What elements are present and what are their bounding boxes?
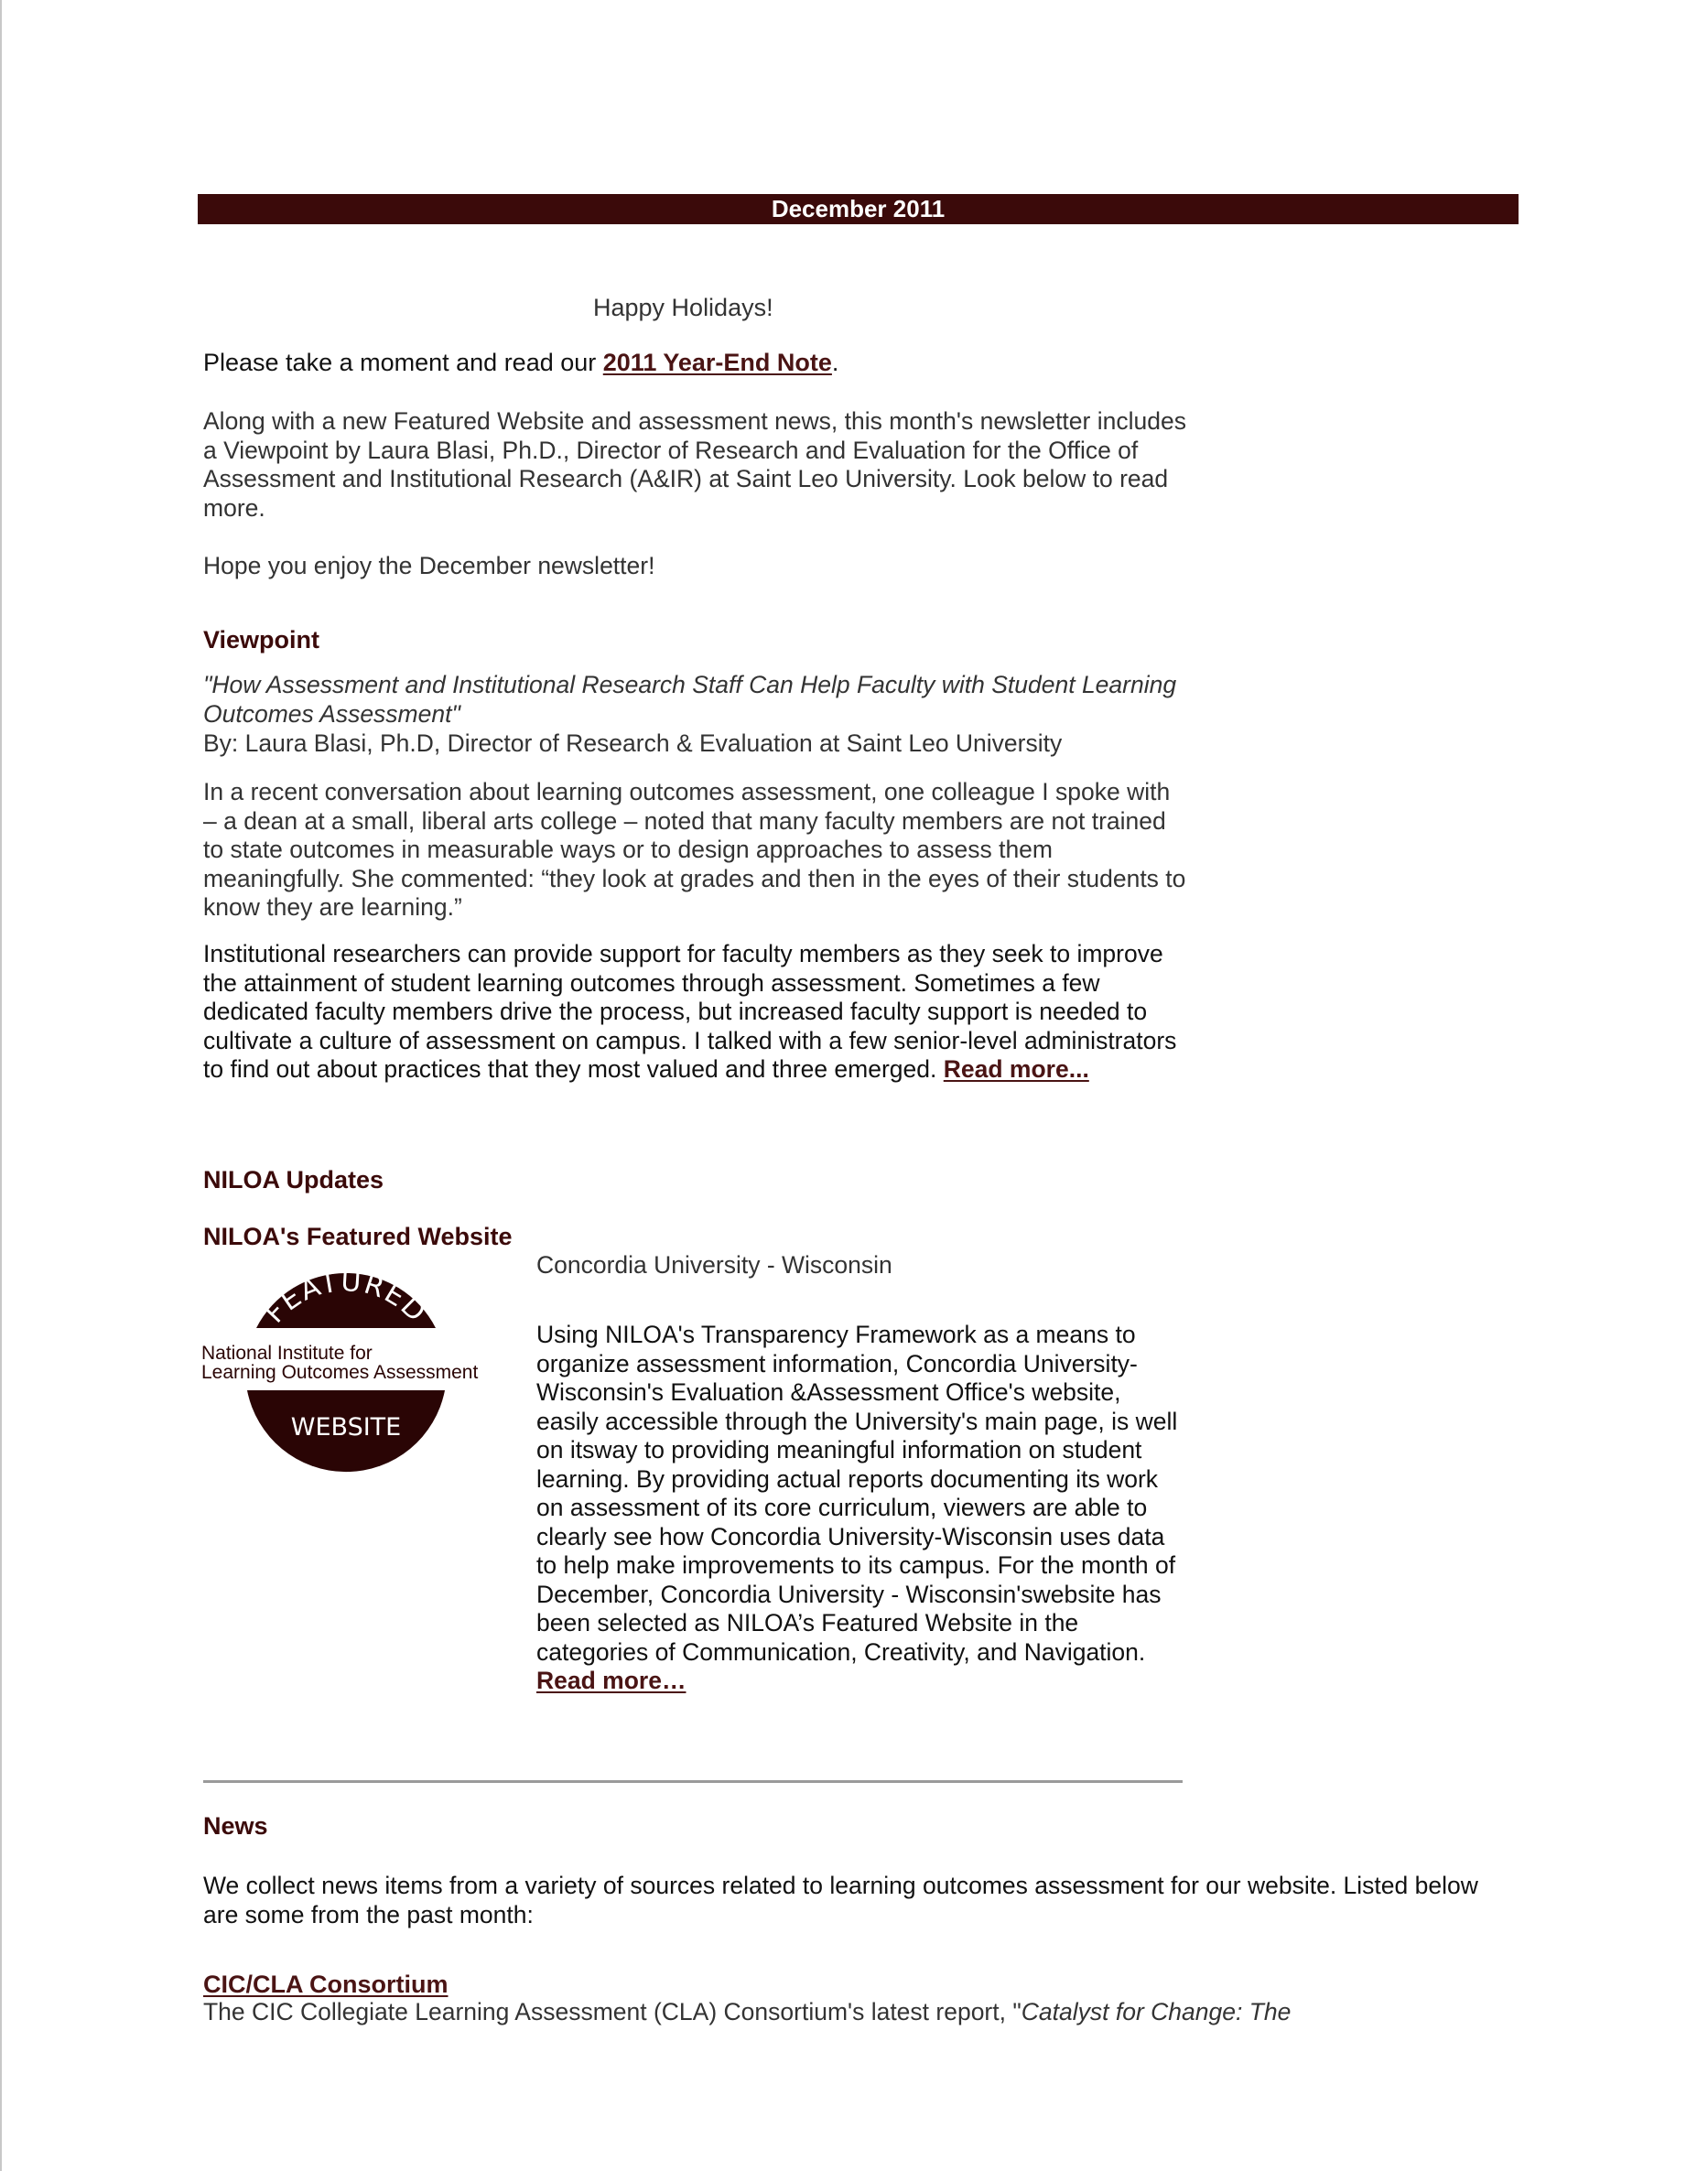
news-item-text-italic: Catalyst for Change: The [1021, 1998, 1292, 2025]
holiday-greeting: Happy Holidays! [593, 294, 773, 321]
section-divider [203, 1780, 1183, 1783]
featured-read-more-link[interactable]: Read more… [536, 1667, 686, 1694]
cic-cla-consortium-link[interactable]: CIC/CLA Consortium [203, 1971, 449, 1998]
news-heading: News [203, 1812, 268, 1840]
news-item-text-prefix: The CIC Collegiate Learning Assessment (CLA) Consortium's latest report, " [203, 1998, 1022, 2025]
viewpoint-paragraph-2-text: Institutional researchers can provide support for faculty members as they seek to improve the attainment of student learning outcomes through assessment. Sometimes a few dedicated faculty members drive the process, but increased faculty support is needed to cultivate a culture of assessment on campus. I talked with a few senior-level administrators to find out about practices that they most valued and three emerged. [203, 940, 1177, 1083]
featured-institution-name: Concordia University - Wisconsin [536, 1251, 892, 1279]
intro-closing: Hope you enjoy the December newsletter! [203, 552, 655, 579]
yearend-note-link[interactable]: 2011 Year-End Note [602, 349, 832, 376]
viewpoint-paragraph-2 [203, 940, 1187, 1085]
viewpoint-paragraph-1: In a recent conversation about learning outcomes assessment, one colleague I spoke with – a dean at a small, liberal arts college – noted that many faculty members are not trained to state outcomes in measurable ways or to design approaches to assess them meaningfully. She commented: “they look at grades and then in the eyes of their students to know they are learning.” [203, 778, 1186, 921]
badge-bottom-text: WEBSITE [290, 1413, 402, 1442]
page-edge-rule [0, 0, 2, 2171]
yearend-note-line [203, 349, 838, 378]
badge-institute-line-2: Learning Outcomes Assessment [201, 1362, 479, 1383]
yearend-prefix: Please take a moment and read our [203, 349, 603, 376]
featured-description-text: Using NILOA's Transparency Framework as a means to organize assessment information, Concordia University-Wisconsin's Evaluation &Assessment Office's website, easily accessible through the University's main page, is well on itsway to providing meaningful information on student learning. By providing actual reports documenting its work on assessment of its core curriculum, viewers are able to clearly see how Concordia University-Wisconsin uses data to help make improvements to its campus. For the month of December, Concordia University - Wisconsin'swebsite has been selected as NILOA’s Featured Website in the categories of Communication, Creativity, and Navigation. [536, 1321, 1178, 1666]
yearend-suffix: . [831, 349, 839, 376]
news-intro: We collect news items from a variety of sources related to learning outcomes assessment for our website. Listed below are some from the past month: [203, 1872, 1478, 1928]
viewpoint-heading: Viewpoint [203, 626, 320, 653]
newsletter-page [198, 194, 1519, 2025]
featured-website-description [536, 1321, 1186, 1696]
intro-summary: Along with a new Featured Website and assessment news, this month's newsletter includes a Viewpoint by Laura Blasi, Ph.D., Director of Research and Evaluation for the Office of Assessment and Institutional Research (A&IR) at Saint Leo University. Look below to read more. [203, 407, 1186, 522]
viewpoint-read-more-link[interactable]: Read more... [943, 1055, 1089, 1083]
featured-website-heading: NILOA's Featured Website [203, 1223, 513, 1250]
newsletter-date-banner: December 2011 [198, 194, 1519, 224]
badge-top-text: FEATURED [258, 1268, 433, 1330]
viewpoint-article-title: "How Assessment and Institutional Research Staff Can Help Faculty with Student Learning Outcomes Assessment" [203, 671, 1177, 728]
news-item-text [203, 1998, 1521, 2027]
niloa-updates-heading: NILOA Updates [203, 1166, 384, 1194]
featured-website-badge-icon [200, 1268, 511, 1478]
viewpoint-byline: By: Laura Blasi, Ph.D, Director of Research & Evaluation at Saint Leo University [203, 729, 1063, 757]
badge-institute-line-1: National Institute for [201, 1343, 373, 1364]
